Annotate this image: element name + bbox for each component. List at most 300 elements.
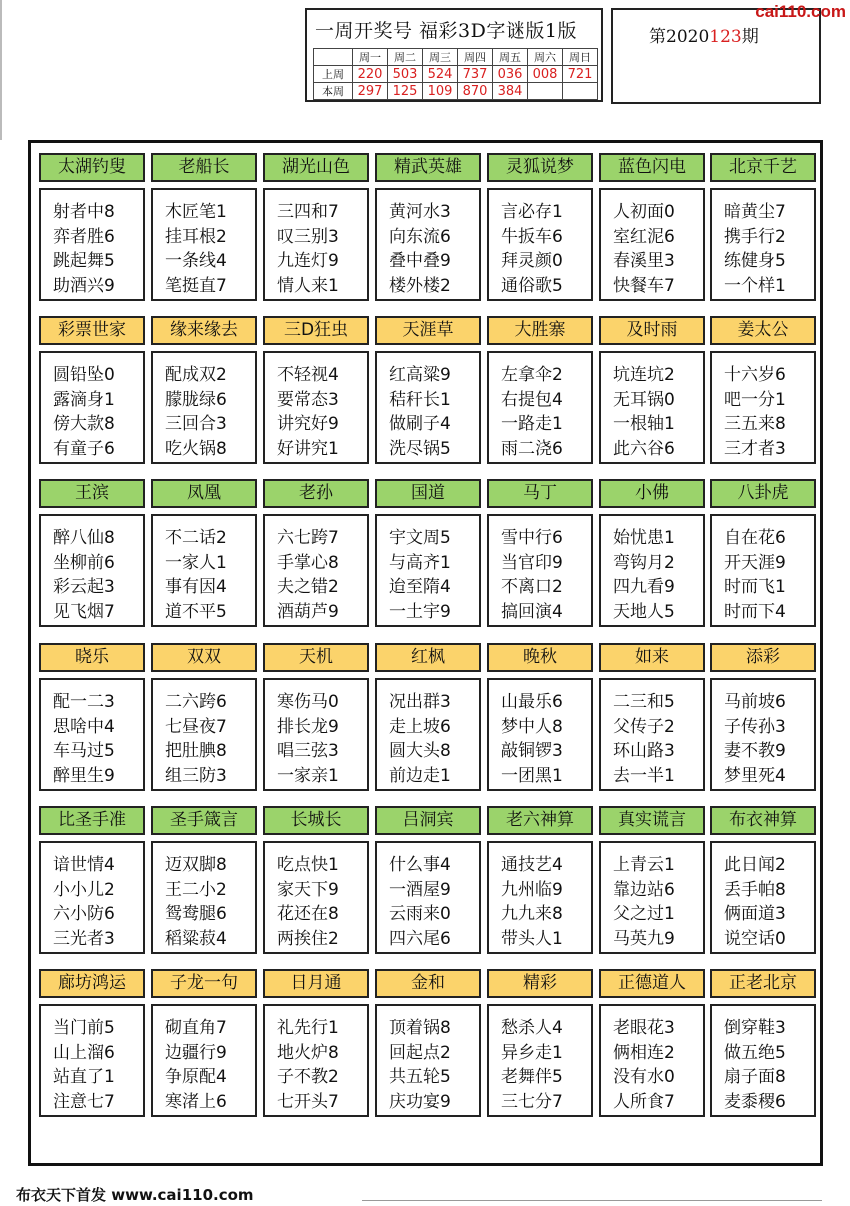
result-cell: 384 — [493, 83, 528, 100]
clue-line: 思啥中4 — [53, 716, 115, 737]
weekly-results-table — [313, 48, 598, 100]
card-body — [151, 1004, 257, 1117]
last-week-row — [314, 66, 598, 83]
clue-line: 搞回演4 — [501, 601, 563, 622]
card-body — [375, 1004, 481, 1117]
card-title: 晚秋 — [487, 643, 593, 672]
clue-line: 秸秆长1 — [389, 389, 451, 410]
card-title: 缘来缘去 — [151, 316, 257, 345]
clue-line: 人所食7 — [613, 1091, 675, 1112]
clue-line: 吃点快1 — [277, 855, 339, 875]
clue-line: 牛扳车6 — [501, 226, 563, 247]
clue-line: 开天涯9 — [724, 552, 786, 573]
clue-line: 通技艺4 — [501, 855, 563, 875]
clue-line: 父之过1 — [613, 904, 675, 924]
puzzle-card — [263, 153, 369, 303]
clue-line: 一土宇9 — [389, 601, 451, 622]
clue-line: 不离口2 — [501, 577, 563, 597]
clue-line: 一条线4 — [165, 251, 227, 271]
clue-line: 好讲究1 — [277, 438, 339, 459]
card-title: 老船长 — [151, 153, 257, 182]
card-title: 如来 — [599, 643, 705, 672]
card-body — [375, 188, 481, 301]
result-cell: 721 — [563, 66, 598, 83]
result-cell: 036 — [493, 66, 528, 83]
puzzle-card — [39, 643, 145, 793]
card-body — [599, 678, 705, 791]
card-title: 太湖钓叟 — [39, 153, 145, 182]
card-body — [375, 678, 481, 791]
puzzle-card — [263, 643, 369, 793]
card-body — [487, 678, 593, 791]
puzzle-card — [39, 316, 145, 466]
card-body — [710, 188, 816, 301]
clue-line: 花还在8 — [277, 904, 339, 924]
clue-line: 一家人1 — [165, 552, 227, 573]
clue-line: 没有水0 — [613, 1067, 675, 1087]
card-body — [151, 188, 257, 301]
card-title: 精武英雄 — [375, 153, 481, 182]
puzzle-card — [151, 316, 257, 466]
clue-line: 叠中叠9 — [389, 251, 451, 271]
card-body — [39, 678, 145, 791]
card-body — [151, 351, 257, 464]
result-cell — [528, 83, 563, 100]
card-body — [375, 351, 481, 464]
clue-line: 前边走1 — [389, 765, 451, 786]
footer-divider — [362, 1200, 822, 1201]
puzzle-card — [599, 969, 705, 1119]
card-body — [710, 351, 816, 464]
clue-line: 做刷子4 — [389, 414, 451, 434]
clue-line: 练健身5 — [724, 251, 786, 271]
clue-line: 争原配4 — [165, 1067, 227, 1087]
clue-line: 讲究好9 — [277, 414, 339, 434]
clue-line: 向东流6 — [389, 226, 451, 247]
clue-line: 俩相连2 — [613, 1042, 675, 1063]
clue-line: 雨二浇6 — [501, 438, 563, 459]
card-title: 红枫 — [375, 643, 481, 672]
clue-line: 父传子2 — [613, 716, 675, 737]
clue-line: 言必存1 — [501, 202, 563, 222]
clue-line: 迈双脚8 — [165, 855, 227, 875]
clue-line: 拜灵颜0 — [501, 251, 563, 271]
clue-line: 配成双2 — [165, 365, 227, 385]
card-title: 金和 — [375, 969, 481, 998]
clue-line: 朦胧绿6 — [165, 389, 227, 410]
card-title: 天涯草 — [375, 316, 481, 345]
clue-line: 四九看9 — [613, 577, 675, 597]
card-title: 蓝色闪电 — [599, 153, 705, 182]
clue-line: 麦黍稷6 — [724, 1091, 786, 1112]
card-title: 精彩 — [487, 969, 593, 998]
clue-line: 九九来8 — [501, 904, 563, 924]
clue-line: 通俗歌5 — [501, 275, 563, 296]
card-title: 老孙 — [263, 479, 369, 508]
card-body — [263, 678, 369, 791]
card-title: 马丁 — [487, 479, 593, 508]
clue-line: 不二话2 — [165, 528, 227, 548]
card-body — [375, 514, 481, 627]
clue-line: 小小儿2 — [53, 879, 115, 900]
clue-line: 二六跨6 — [165, 692, 227, 712]
card-title: 天机 — [263, 643, 369, 672]
clue-line: 梦中人8 — [501, 716, 563, 737]
clue-line: 弈者胜6 — [53, 226, 115, 247]
clue-line: 梦里死4 — [724, 765, 786, 786]
clue-line: 组三防3 — [165, 765, 227, 786]
clue-line: 马前坡6 — [724, 692, 786, 712]
clue-line: 快餐车7 — [613, 275, 675, 296]
clue-line: 礼先行1 — [277, 1018, 339, 1038]
card-body — [599, 1004, 705, 1117]
header-title: 一周开奖号 福彩3D字谜版1版 — [315, 20, 577, 42]
clue-line: 事有因4 — [165, 577, 227, 597]
clue-line: 靠边站6 — [613, 879, 675, 900]
clue-line: 环山路3 — [613, 741, 675, 761]
clue-line: 车马过5 — [53, 741, 115, 761]
clue-line: 敲铜锣3 — [501, 741, 563, 761]
clue-line: 手掌心8 — [277, 552, 339, 573]
result-cell: 125 — [388, 83, 423, 100]
day-header: 周四 — [458, 49, 493, 66]
clue-line: 老舞伴5 — [501, 1067, 563, 1087]
clue-line: 砌直角7 — [165, 1018, 227, 1038]
clue-line: 无耳锅0 — [613, 389, 675, 410]
card-body — [39, 351, 145, 464]
card-body — [151, 678, 257, 791]
clue-line: 此日闻2 — [724, 855, 786, 875]
result-cell: 737 — [458, 66, 493, 83]
card-body — [599, 841, 705, 954]
card-title: 添彩 — [710, 643, 816, 672]
card-body — [39, 188, 145, 301]
clue-line: 携手行2 — [724, 226, 786, 247]
card-title: 日月通 — [263, 969, 369, 998]
clue-line: 六七跨7 — [277, 528, 339, 548]
clue-line: 家天下9 — [277, 879, 339, 900]
clue-line: 子不教2 — [277, 1067, 339, 1087]
puzzle-card — [599, 316, 705, 466]
clue-line: 回起点2 — [389, 1042, 451, 1063]
card-title: 比圣手准 — [39, 806, 145, 835]
puzzle-card — [599, 806, 705, 956]
puzzle-card — [151, 153, 257, 303]
clue-line: 山上溜6 — [53, 1042, 115, 1063]
card-body — [487, 841, 593, 954]
clue-line: 雪中行6 — [501, 528, 563, 548]
draw-results-header — [305, 8, 603, 102]
clue-line: 三五来8 — [724, 414, 786, 434]
clue-line: 洗尽锅5 — [389, 438, 451, 459]
card-title: 凤凰 — [151, 479, 257, 508]
card-title: 老六神算 — [487, 806, 593, 835]
card-body — [599, 188, 705, 301]
corner-cell — [314, 49, 353, 66]
card-body — [487, 351, 593, 464]
clue-line: 时而下4 — [724, 601, 786, 622]
card-title: 三D狂虫 — [263, 316, 369, 345]
puzzle-card — [487, 806, 593, 956]
clue-line: 叹三别3 — [277, 226, 339, 247]
clue-line: 吃火锅8 — [165, 438, 227, 459]
card-title: 廊坊鸿运 — [39, 969, 145, 998]
clue-line: 坐柳前6 — [53, 552, 115, 573]
card-body — [599, 351, 705, 464]
clue-line: 宇文周5 — [389, 528, 451, 548]
clue-line: 站直了1 — [53, 1067, 115, 1087]
clue-line: 跳起舞5 — [53, 251, 115, 271]
clue-line: 六小防6 — [53, 904, 115, 924]
card-body — [375, 841, 481, 954]
clue-line: 庆功宴9 — [389, 1091, 451, 1112]
puzzle-card — [39, 153, 145, 303]
clue-line: 马英九9 — [613, 928, 675, 949]
clue-line: 寒伤马0 — [277, 692, 339, 712]
card-title: 小佛 — [599, 479, 705, 508]
puzzle-card — [487, 969, 593, 1119]
result-cell: 524 — [423, 66, 458, 83]
row-label: 上周 — [314, 66, 353, 83]
clue-line: 一酒屋9 — [389, 879, 451, 900]
clue-line: 红高粱9 — [389, 365, 451, 385]
puzzle-card — [487, 153, 593, 303]
clue-line: 倒穿鞋3 — [724, 1018, 786, 1038]
puzzle-card — [263, 316, 369, 466]
clue-line: 九连灯9 — [277, 251, 339, 271]
clue-line: 配一二3 — [53, 692, 115, 712]
card-body — [39, 841, 145, 954]
card-title: 真实谎言 — [599, 806, 705, 835]
card-title: 湖光山色 — [263, 153, 369, 182]
card-title: 布衣神算 — [710, 806, 816, 835]
clue-line: 吧一分1 — [724, 389, 786, 410]
day-header: 周日 — [563, 49, 598, 66]
result-cell: 220 — [353, 66, 388, 83]
card-title: 王滨 — [39, 479, 145, 508]
clue-line: 右提包4 — [501, 389, 563, 410]
card-body — [487, 188, 593, 301]
clue-line: 醉八仙8 — [53, 528, 115, 548]
card-body — [263, 351, 369, 464]
left-edge-line — [0, 0, 2, 140]
card-body — [39, 514, 145, 627]
puzzle-card — [487, 316, 593, 466]
result-cell: 870 — [458, 83, 493, 100]
clue-line: 一团黑1 — [501, 765, 563, 786]
puzzle-grid — [28, 140, 823, 1166]
puzzle-card — [487, 643, 593, 793]
clue-line: 二三和5 — [613, 692, 675, 712]
clue-line: 暗黄尘7 — [724, 202, 786, 222]
clue-line: 三光者3 — [53, 928, 115, 949]
puzzle-card — [263, 806, 369, 956]
puzzle-card — [599, 479, 705, 629]
card-body — [487, 1004, 593, 1117]
card-title: 彩票世家 — [39, 316, 145, 345]
result-cell: 503 — [388, 66, 423, 83]
puzzle-card — [599, 153, 705, 303]
card-body — [710, 514, 816, 627]
card-body — [263, 188, 369, 301]
clue-line: 七昼夜7 — [165, 716, 227, 737]
clue-line: 山最乐6 — [501, 692, 563, 712]
row-label: 本周 — [314, 83, 353, 100]
clue-line: 愁杀人4 — [501, 1018, 563, 1038]
clue-line: 彩云起3 — [53, 577, 115, 597]
clue-line: 人初面0 — [613, 202, 675, 222]
puzzle-card — [39, 806, 145, 956]
puzzle-card — [710, 806, 816, 956]
clue-line: 带头人1 — [501, 928, 563, 949]
clue-line: 顶着锅8 — [389, 1018, 451, 1038]
card-body — [263, 841, 369, 954]
clue-line: 注意七7 — [53, 1091, 115, 1112]
clue-line: 十六岁6 — [724, 365, 786, 385]
puzzle-card — [710, 969, 816, 1119]
day-header: 周一 — [353, 49, 388, 66]
clue-line: 自在花6 — [724, 528, 786, 548]
puzzle-card — [151, 806, 257, 956]
clue-line: 上青云1 — [613, 855, 675, 875]
card-body — [39, 1004, 145, 1117]
clue-line: 助酒兴9 — [53, 275, 115, 296]
card-body — [487, 514, 593, 627]
puzzle-card — [710, 643, 816, 793]
clue-line: 丢手帕8 — [724, 879, 786, 900]
clue-line: 寒渚上6 — [165, 1091, 227, 1112]
this-week-row — [314, 83, 598, 100]
card-body — [151, 841, 257, 954]
puzzle-card — [151, 969, 257, 1119]
card-title: 子龙一句 — [151, 969, 257, 998]
clue-line: 傍大款8 — [53, 414, 115, 434]
card-title: 正德道人 — [599, 969, 705, 998]
card-title: 晓乐 — [39, 643, 145, 672]
clue-line: 一路走1 — [501, 414, 563, 434]
puzzle-card — [375, 969, 481, 1119]
clue-line: 走上坡6 — [389, 716, 451, 737]
puzzle-card — [710, 153, 816, 303]
card-body — [263, 514, 369, 627]
clue-line: 做五绝5 — [724, 1042, 786, 1063]
clue-line: 要常态3 — [277, 389, 339, 410]
result-cell: 008 — [528, 66, 563, 83]
clue-line: 此六谷6 — [613, 438, 675, 459]
clue-line: 地火炉8 — [277, 1042, 339, 1063]
clue-line: 稻粱菽4 — [165, 928, 227, 949]
card-title: 大胜寨 — [487, 316, 593, 345]
clue-line: 排长龙9 — [277, 716, 339, 737]
clue-line: 扇子面8 — [724, 1067, 786, 1087]
puzzle-card — [375, 643, 481, 793]
clue-line: 边疆行9 — [165, 1042, 227, 1063]
card-title: 姜太公 — [710, 316, 816, 345]
puzzle-card — [375, 153, 481, 303]
clue-line: 俩面道3 — [724, 904, 786, 924]
issue-digits: 123 — [709, 27, 742, 47]
clue-line: 说空话0 — [724, 928, 786, 949]
puzzle-card — [487, 479, 593, 629]
card-body — [599, 514, 705, 627]
clue-line: 春溪里3 — [613, 251, 675, 271]
card-title: 八卦虎 — [710, 479, 816, 508]
puzzle-card — [710, 479, 816, 629]
clue-line: 天地人5 — [613, 601, 675, 622]
card-body — [710, 841, 816, 954]
clue-line: 两挨住2 — [277, 928, 339, 949]
site-logo: cai110.com — [755, 2, 846, 21]
clue-line: 道不平5 — [165, 601, 227, 622]
puzzle-card — [263, 479, 369, 629]
card-body — [263, 1004, 369, 1117]
card-title: 双双 — [151, 643, 257, 672]
day-header: 周六 — [528, 49, 563, 66]
clue-line: 况出群3 — [389, 692, 451, 712]
day-header: 周五 — [493, 49, 528, 66]
clue-line: 射者中8 — [53, 202, 115, 222]
clue-line: 谙世情4 — [53, 855, 115, 875]
card-body — [710, 678, 816, 791]
clue-line: 见飞烟7 — [53, 601, 115, 622]
clue-line: 异乡走1 — [501, 1042, 563, 1063]
puzzle-card — [39, 969, 145, 1119]
clue-line: 当门前5 — [53, 1018, 115, 1038]
clue-line: 共五轮5 — [389, 1067, 451, 1087]
puzzle-card — [39, 479, 145, 629]
clue-line: 七开头7 — [277, 1091, 339, 1112]
card-body — [151, 514, 257, 627]
issue-prefix: 第2020 — [649, 27, 710, 47]
clue-line: 情人来1 — [277, 275, 339, 296]
issue-suffix: 期 — [741, 27, 759, 47]
clue-line: 王二小2 — [165, 879, 227, 900]
card-title: 国道 — [375, 479, 481, 508]
clue-line: 一根轴1 — [613, 414, 675, 434]
puzzle-card — [375, 479, 481, 629]
clue-line: 唱三弦3 — [277, 741, 339, 761]
card-title: 北京千艺 — [710, 153, 816, 182]
puzzle-card — [710, 316, 816, 466]
clue-line: 室红泥6 — [613, 226, 675, 247]
clue-line: 迨至隋4 — [389, 577, 451, 597]
clue-line: 四六尾6 — [389, 928, 451, 949]
clue-line: 一个样1 — [724, 275, 786, 296]
clue-line: 楼外楼2 — [389, 275, 451, 296]
clue-line: 妻不教9 — [724, 741, 786, 761]
result-cell: 109 — [423, 83, 458, 100]
clue-line: 挂耳根2 — [165, 226, 227, 247]
clue-line: 一家亲1 — [277, 765, 339, 786]
clue-line: 鸳鸯腿6 — [165, 904, 227, 924]
clue-line: 笔挺直7 — [165, 275, 227, 296]
puzzle-card — [263, 969, 369, 1119]
clue-line: 露滴身1 — [53, 389, 115, 410]
issue-number — [649, 22, 759, 47]
clue-line: 夫之错2 — [277, 577, 339, 597]
clue-line: 时而飞1 — [724, 577, 786, 597]
clue-line: 黄河水3 — [389, 202, 451, 222]
clue-line: 把肚腆8 — [165, 741, 227, 761]
clue-line: 圆铅坠0 — [53, 365, 115, 385]
clue-line: 什么事4 — [389, 855, 451, 875]
puzzle-card — [151, 643, 257, 793]
clue-line: 三回合3 — [165, 414, 227, 434]
clue-line: 三七分7 — [501, 1091, 563, 1112]
clue-line: 始忧患1 — [613, 528, 675, 548]
card-body — [710, 1004, 816, 1117]
clue-line: 九州临9 — [501, 879, 563, 900]
